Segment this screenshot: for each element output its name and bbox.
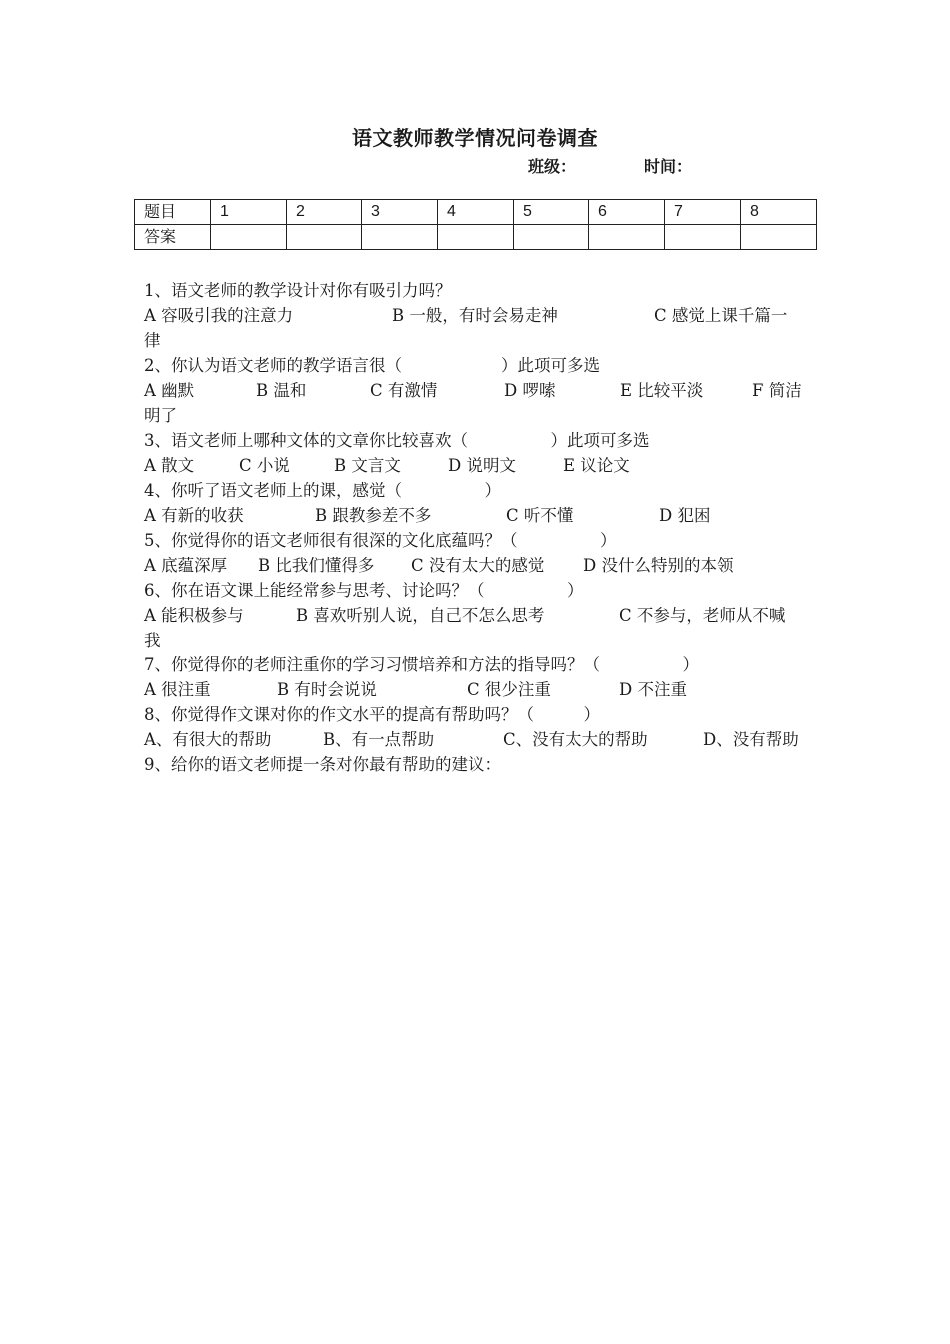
question-number-cell: 7: [665, 200, 741, 225]
option-5a: A 底蕴深厚: [144, 556, 228, 575]
option-8d: D、没有帮助: [703, 730, 799, 749]
option-3e: E 议论文: [563, 456, 630, 475]
question-3: 3、语文老师上哪种文体的文章你比较喜欢（ ）此项可多选: [144, 431, 650, 450]
answer-grid: [134, 199, 817, 250]
option-4b: B 跟教参差不多: [315, 506, 432, 525]
question-number-row: [135, 200, 817, 225]
option-6c: C 不参与，老师从不喊: [619, 606, 786, 625]
answer-cell[interactable]: [589, 225, 665, 250]
option-2a: A 幽默: [144, 381, 195, 400]
option-5b: B 比我们懂得多: [258, 556, 375, 575]
page-title: 语文教师教学情况问卷调查: [352, 126, 598, 150]
answer-cell[interactable]: [741, 225, 817, 250]
option-3b: B 文言文: [334, 456, 401, 475]
question-9: 9、给你的语文老师提一条对你最有帮助的建议：: [144, 755, 501, 774]
option-3a: A 散文: [144, 456, 195, 475]
option-3c: C 小说: [239, 456, 290, 475]
option-4d: D 犯困: [659, 506, 711, 525]
row-header-answer: 答案: [135, 225, 211, 250]
answer-cell[interactable]: [287, 225, 362, 250]
question-number-cell: 6: [589, 200, 665, 225]
question-2: 2、你认为语文老师的教学语言很（ ）此项可多选: [144, 356, 600, 375]
option-1a: A 容吸引我的注意力: [144, 306, 294, 325]
option-2b: B 温和: [256, 381, 307, 400]
option-6c-wrap: 我: [144, 631, 161, 650]
option-1c-wrap: 律: [144, 331, 161, 350]
question-1: 1、语文老师的教学设计对你有吸引力吗？: [144, 281, 452, 300]
option-4c: C 听不懂: [506, 506, 574, 525]
option-2c: C 有激情: [370, 381, 438, 400]
option-7a: A 很注重: [144, 680, 211, 699]
question-number-cell: 4: [438, 200, 514, 225]
question-number-cell: 5: [514, 200, 589, 225]
option-4a: A 有新的收获: [144, 506, 244, 525]
option-1c: C 感觉上课千篇一: [654, 306, 788, 325]
row-header-question: 题目: [135, 200, 211, 225]
question-4-options: [144, 503, 816, 528]
option-7b: B 有时会说说: [277, 680, 377, 699]
option-7c: C 很少注重: [467, 680, 551, 699]
option-8b: B、有一点帮助: [323, 730, 435, 749]
answer-cell[interactable]: [438, 225, 514, 250]
question-5: 5、你觉得你的语文老师很有很深的文化底蕴吗？（ ）: [144, 531, 617, 550]
option-1b: B 一般，有时会易走神: [392, 306, 558, 325]
question-1-options: [144, 303, 816, 328]
option-7d: D 不注重: [619, 680, 687, 699]
option-6a: A 能积极参与: [144, 606, 244, 625]
question-2-options: [144, 378, 816, 403]
question-number-cell: 3: [362, 200, 438, 225]
answer-row: [135, 225, 817, 250]
option-3d: D 说明文: [448, 456, 516, 475]
option-2f-wrap: 明了: [144, 406, 177, 425]
answer-cell[interactable]: [211, 225, 287, 250]
option-5c: C 没有太大的感觉: [411, 556, 545, 575]
answer-cell[interactable]: [362, 225, 438, 250]
answer-cell[interactable]: [514, 225, 589, 250]
option-5d: D 没什么特别的本领: [583, 556, 734, 575]
question-7: 7、你觉得你的老师注重你的学习习惯培养和方法的指导吗？（ ）: [144, 655, 699, 674]
answer-cell[interactable]: [665, 225, 741, 250]
question-8-options: [144, 727, 816, 752]
option-8c: C、没有太大的帮助: [503, 730, 648, 749]
time-label: 时间：: [644, 157, 693, 176]
question-number-cell: 8: [741, 200, 817, 225]
option-2e: E 比较平淡: [620, 381, 704, 400]
question-6: 6、你在语文课上能经常参与思考、讨论吗？（ ）: [144, 581, 584, 600]
option-6b: B 喜欢听别人说，自己不怎么思考: [296, 606, 545, 625]
question-8: 8、你觉得作文课对你的作文水平的提高有帮助吗？（ ）: [144, 705, 600, 724]
question-3-options: [144, 453, 816, 478]
question-4: 4、你听了语文老师上的课，感觉（ ）: [144, 481, 501, 500]
option-2f: F 简洁: [752, 381, 802, 400]
question-number-cell: 2: [287, 200, 362, 225]
option-2d: D 啰嗦: [504, 381, 556, 400]
question-number-cell: 1: [211, 200, 287, 225]
question-6-options: [144, 603, 816, 628]
option-8a: A、有很大的帮助: [144, 730, 272, 749]
class-label: 班级：: [528, 157, 577, 176]
question-5-options: [144, 553, 816, 578]
question-7-options: [144, 677, 816, 702]
